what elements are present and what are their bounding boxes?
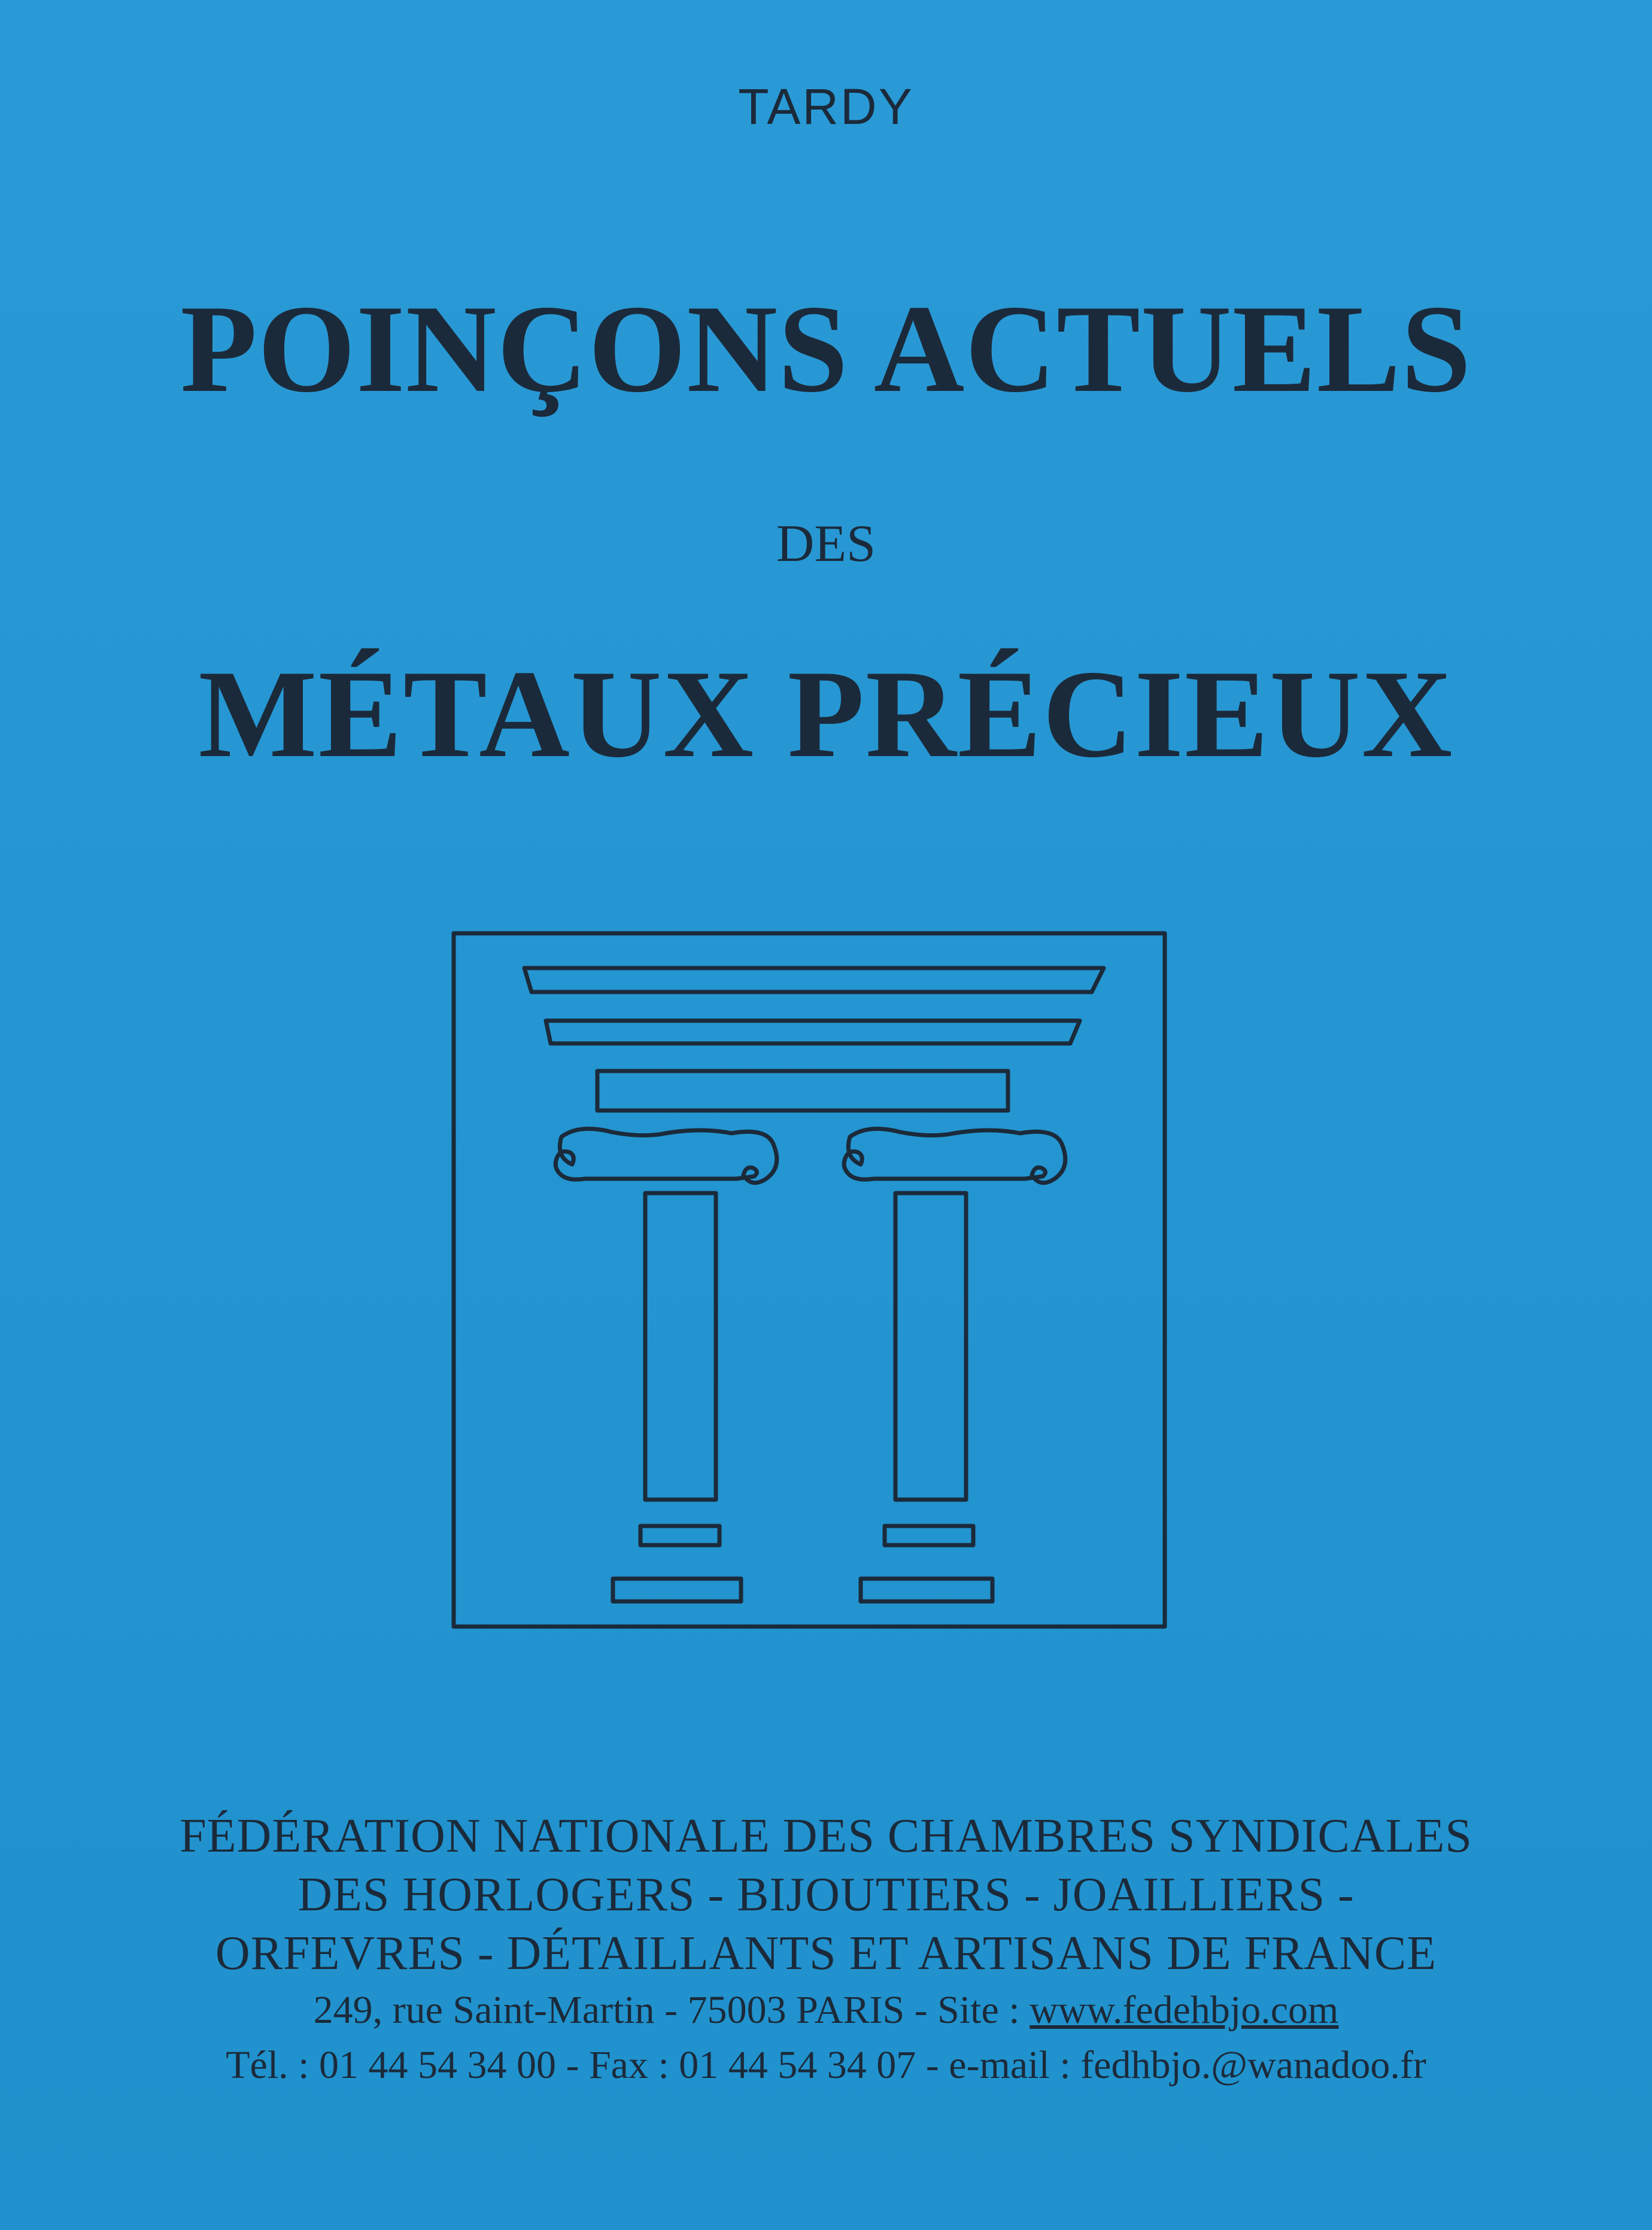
publisher-contact: Tél. : 01 44 54 34 00 - Fax : 01 44 54 34 07 - e-mail : fedhbjo.@wanadoo.fr [226,2043,1426,2087]
title-line-1: POINÇONS ACTUELS [180,280,1472,418]
title-connector: DES [776,515,876,573]
column-base-left-lower [613,1579,741,1601]
capital-right [844,1129,1065,1183]
column-base-right-lower [861,1579,992,1601]
title-line-2: MÉTAUX PRÉCIEUX [198,645,1454,784]
column-shaft-left [645,1193,716,1500]
publisher-block [0,1807,1652,2093]
ionic-columns-icon [450,930,1168,1630]
architrave [597,1071,1008,1111]
publisher-name-line-1: FÉDÉRATION NATIONALE DES CHAMBRES SYNDICALES [180,1810,1472,1862]
emblem-frame [454,933,1165,1627]
website-link[interactable]: www.fedehbjo.com [1030,1988,1339,2032]
author-name: TARDY [738,78,914,135]
cornice-top [524,968,1104,992]
column-base-left-upper [640,1526,719,1545]
publisher-name-line-2: DES HORLOGERS - BIJOUTIERS - JOAILLIERS - [297,1868,1355,1921]
publisher-address [0,1983,1652,2038]
capital-left [555,1129,777,1183]
cornice-middle [546,1021,1080,1043]
column-shaft-right [895,1193,966,1500]
column-base-right-upper [885,1526,973,1545]
address-text: 249, rue Saint-Martin - 75003 PARIS - Site : [313,1988,1030,2032]
publisher-name-line-3: ORFEVRES - DÉTAILLANTS ET ARTISANS DE FRANCE [215,1927,1437,1980]
